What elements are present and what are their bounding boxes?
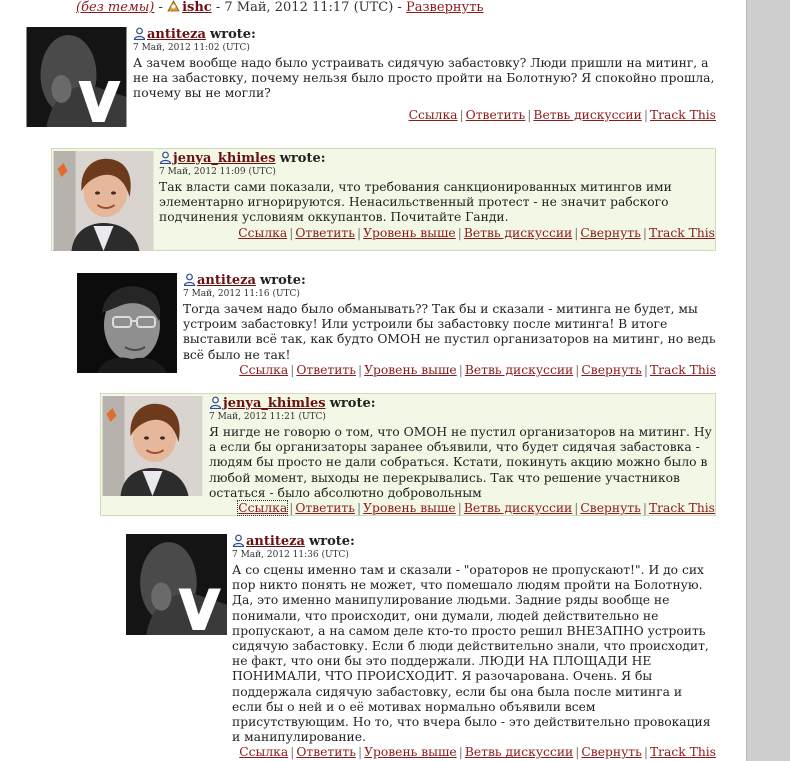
avatar-jenya-khimles[interactable]: [102, 396, 203, 496]
comment-2: [51, 148, 716, 251]
comment-5: [126, 532, 716, 760]
thread-datetime: 7 Май, 2012 11:17 (UTC): [224, 0, 394, 15]
comment-date: 7 Май, 2012 11:21 (UTC): [209, 412, 326, 422]
link-track[interactable]: Track This: [649, 745, 716, 760]
link-parent[interactable]: Уровень выше: [364, 745, 457, 760]
comment-author-link[interactable]: antiteza: [197, 273, 256, 288]
separator: |: [289, 225, 294, 240]
separator: |: [643, 107, 648, 122]
link-track[interactable]: Track This: [648, 501, 715, 516]
link-collapse[interactable]: Свернуть: [581, 362, 642, 377]
avatar-antiteza[interactable]: [126, 534, 227, 635]
comment-author-link[interactable]: antiteza: [246, 534, 305, 549]
separator: |: [356, 501, 362, 516]
comment-date: 7 Май, 2012 11:02 (UTC): [133, 43, 250, 53]
comment-4: [100, 393, 716, 516]
avatar-jenya-khimles[interactable]: [53, 151, 154, 251]
link-collapse[interactable]: Свернуть: [581, 745, 642, 760]
comment-actions: [133, 108, 716, 123]
comment-1: [26, 24, 716, 128]
link-thread[interactable]: Ветвь дискуссии: [464, 745, 574, 760]
separator: |: [642, 501, 647, 516]
separator: |: [458, 745, 463, 760]
avatar-antiteza[interactable]: [77, 273, 177, 373]
comment-text: А со сцены именно там и сказали - "ораторов не пропускают!". И до сих пор никто понять не может, что помешало людям пройти на Болотную. Да, это именно манипулирование людьми. Задние ряды вообще не понимали, что происходит, они думали, людей действительно не пропускают, а на самом деле кто-то просто решил ВНЕЗАПНО устроить сидячую забастовку. Если б люди действительно знали, что происходит, не факт, что они бы это поддержали. ЛЮДИ НА ПЛОЩАДИ НЕ ПОНИМАЛИ, ЧТО ПРОИСХОДИТ. Я разочарована. Очень. Я бы поддержала сидячую забастовку, если бы она была после митинга и если бы о ней и о её мотивах нормально объявили всем присутствующим. Но то, что вчера было - это действительно провокация и манипулирование.: [232, 563, 711, 745]
thread-author-link[interactable]: ishc: [182, 0, 212, 15]
link-parent[interactable]: Уровень выше: [364, 362, 457, 377]
link-permalink[interactable]: Ссылка: [238, 225, 288, 240]
link-collapse[interactable]: Свернуть: [580, 501, 641, 516]
comment-author-link[interactable]: antiteza: [147, 27, 206, 42]
user-icon[interactable]: [183, 273, 196, 286]
link-thread[interactable]: Ветвь дискуссии: [463, 501, 573, 516]
user-icon[interactable]: [232, 534, 245, 547]
separator: |: [574, 225, 579, 240]
link-parent[interactable]: Уровень выше: [363, 501, 456, 516]
link-reply[interactable]: Ответить: [295, 501, 355, 516]
comment-actions: [183, 363, 716, 378]
comment-actions: [209, 501, 715, 516]
expand-link[interactable]: Развернуть: [405, 0, 484, 15]
link-reply[interactable]: Ответить: [296, 362, 356, 377]
link-track[interactable]: Track This: [648, 225, 715, 240]
thread-header: [76, 0, 483, 16]
wrote-label: wrote:: [309, 534, 355, 549]
separator: |: [290, 362, 295, 377]
link-thread[interactable]: Ветвь дискуссии: [463, 225, 573, 240]
separator: -: [393, 0, 406, 15]
comment-text: Тогда зачем надо было обманывать?? Так бы и сказали - митинга не будет, мы устроим забастовку! Или устроили бы забастовку после митинга! В итоге выставили всё так, как будто ОМОН не пустил организаторов на митинг, но ведь всё было не так!: [183, 302, 716, 362]
link-thread[interactable]: Ветвь дискуссии: [533, 107, 642, 122]
comment-header: [209, 396, 715, 411]
separator: -: [211, 0, 225, 15]
comment-author-link[interactable]: jenya_khimles: [223, 396, 326, 411]
page-scroll-edge: [746, 0, 790, 761]
link-permalink[interactable]: Ссылка: [238, 501, 288, 516]
separator: |: [575, 362, 580, 377]
separator: |: [457, 225, 462, 240]
comment-date: 7 Май, 2012 11:09 (UTC): [159, 167, 276, 177]
user-icon[interactable]: [133, 27, 146, 40]
comment-date: 7 Май, 2012 11:16 (UTC): [183, 289, 300, 299]
link-thread[interactable]: Ветвь дискуссии: [464, 362, 574, 377]
separator: |: [642, 225, 647, 240]
link-collapse[interactable]: Свернуть: [580, 225, 641, 240]
comment-header: [133, 27, 716, 42]
comment-3: [76, 270, 716, 377]
separator: |: [357, 745, 363, 760]
separator: |: [457, 501, 462, 516]
wrote-label: wrote:: [329, 396, 376, 411]
separator: -: [154, 0, 168, 15]
link-track[interactable]: Track This: [649, 107, 716, 122]
link-permalink[interactable]: Ссылка: [408, 107, 458, 122]
link-reply[interactable]: Ответить: [295, 225, 355, 240]
separator: |: [289, 501, 294, 516]
comment-header: [183, 273, 716, 288]
link-permalink[interactable]: Ссылка: [239, 362, 289, 377]
thread-subject-link[interactable]: (без темы): [76, 0, 155, 15]
link-reply[interactable]: Ответить: [465, 107, 526, 122]
user-house-icon: [167, 0, 180, 12]
separator: |: [459, 107, 464, 122]
avatar-antiteza[interactable]: [26, 27, 127, 127]
comment-text: Так власти сами показали, что требования санкционированных митингов ими элементарно игнорируются. Ненасильственный протест - не значит рабского подчинения условиям оккупантов. Почитайте Ганди.: [159, 180, 672, 225]
separator: |: [356, 225, 362, 240]
comment-header: [159, 151, 715, 166]
separator: |: [643, 745, 648, 760]
comment-header: [232, 534, 716, 549]
user-icon[interactable]: [209, 396, 222, 409]
link-parent[interactable]: Уровень выше: [363, 225, 456, 240]
link-track[interactable]: Track This: [649, 362, 716, 377]
comment-text: Я нигде не говорю о том, что ОМОН не пустил организаторов на митинг. Ну а если бы организаторы заранее объявили, что будет сидячая забастовка - людям бы просто не дали собраться. Кстати, покинуть акцию можно было в любой момент, выходы не перекрывались. Так что решение участников остаться - было абсолютно добровольным: [209, 425, 712, 500]
comment-actions: [232, 745, 716, 760]
wrote-label: wrote:: [210, 27, 256, 42]
wrote-label: wrote:: [260, 273, 306, 288]
separator: |: [458, 362, 463, 377]
user-icon[interactable]: [159, 151, 172, 164]
separator: |: [574, 501, 579, 516]
link-permalink[interactable]: Ссылка: [239, 745, 289, 760]
separator: |: [643, 362, 648, 377]
comment-author-link[interactable]: jenya_khimles: [173, 151, 276, 166]
comment-text: А зачем вообще надо было устраивать сидячую забастовку? Люди пришли на митинг, а не на забастовку, почему нельзя было просто пройти на Болотную? Я спокойно прошла, почему вы не могли?: [133, 56, 715, 101]
separator: |: [290, 745, 295, 760]
link-reply[interactable]: Ответить: [296, 745, 356, 760]
comment-actions: [159, 226, 715, 241]
wrote-label: wrote:: [279, 151, 326, 166]
separator: |: [357, 362, 363, 377]
comment-date: 7 Май, 2012 11:36 (UTC): [232, 550, 349, 560]
separator: |: [527, 107, 532, 122]
separator: |: [575, 745, 580, 760]
